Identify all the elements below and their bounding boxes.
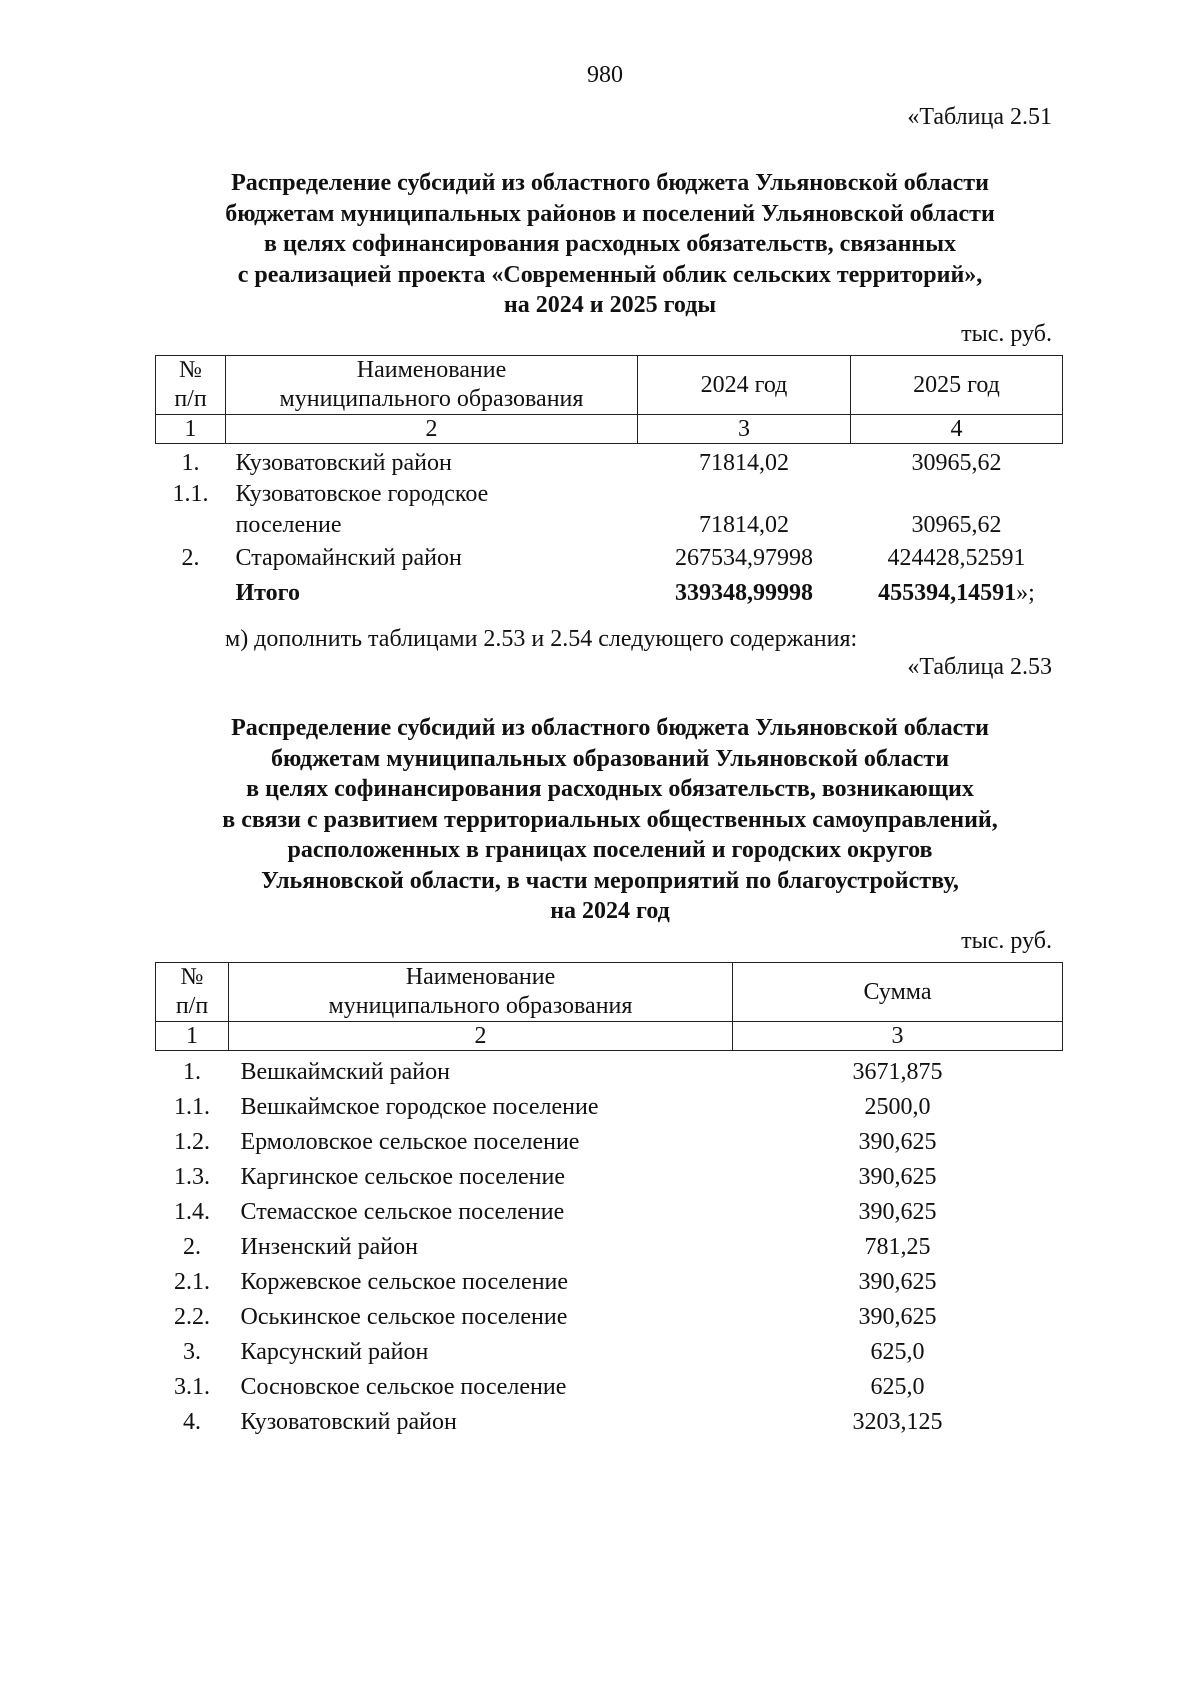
total-row: Итого 339348,99998 455394,14591»; — [235, 580, 1035, 606]
table-row — [156, 1370, 1063, 1405]
row-sum: 390,625 — [858, 1164, 937, 1190]
row-number: 1.1. — [174, 1094, 210, 1120]
table-header — [156, 356, 1063, 415]
header-sum: Сумма — [733, 963, 1063, 1022]
row-name: Карсунский район — [240, 1339, 429, 1365]
title-line: на 2024 год — [550, 898, 670, 924]
row-sum: 781,25 — [864, 1234, 931, 1260]
table-row — [156, 1230, 1063, 1265]
header-name: Наименование муниципального образования — [229, 963, 733, 1022]
row-sum: 2500,0 — [864, 1094, 931, 1120]
table-row: 1.1. Кузоватовское городское поселение 71814,02 30965,62 — [172, 481, 1002, 538]
row-sum: 390,625 — [858, 1304, 937, 1330]
header-num: № п/п — [156, 963, 229, 1022]
table-row — [156, 1265, 1063, 1300]
table-label: «Таблица 2.53 — [907, 654, 1052, 680]
row-name: Стемасское сельское поселение — [240, 1199, 565, 1225]
table-label: «Таблица 2.51 — [907, 104, 1052, 130]
row-name: Вешкаймский район — [240, 1059, 450, 1085]
unit-label: тыс. руб. — [961, 928, 1052, 954]
row-name: Вешкаймское городское поселение — [240, 1094, 599, 1120]
row-number: 2.1. — [174, 1269, 210, 1295]
row-number: 1.4. — [174, 1199, 210, 1225]
subsidy-table-2-51 — [155, 355, 1063, 609]
table-row: 1. Кузоватовский район 71814,02 30965,62 — [181, 450, 1002, 476]
row-number: 3. — [183, 1339, 201, 1365]
row-number: 2. — [183, 1234, 201, 1260]
row-name: Инзенский район — [240, 1234, 418, 1260]
row-name: Кузоватовский район — [240, 1409, 457, 1435]
title-line: Распределение субсидий из областного бюджета Ульяновской области — [231, 715, 989, 741]
header-2024: 2024 год — [638, 356, 851, 415]
table-row — [156, 1090, 1063, 1125]
table-row — [156, 1195, 1063, 1230]
title-line: бюджетам муниципальных образований Ульяновской области — [270, 745, 950, 772]
page-number: 980 — [587, 62, 623, 88]
row-name: Ермоловское сельское поселение — [240, 1129, 580, 1155]
table-row — [156, 1405, 1063, 1440]
header-num: № п/п — [156, 356, 226, 415]
row-sum: 390,625 — [858, 1199, 937, 1225]
column-numbers: 1 2 3 — [156, 1022, 1063, 1051]
table-row — [156, 1125, 1063, 1160]
table-row — [156, 1300, 1063, 1335]
row-number: 2.2. — [174, 1304, 210, 1330]
title-line: в целях софинансирования расходных обязательств, возникающих — [246, 776, 974, 802]
title-line: Ульяновской области, в части мероприятий по благоустройству, — [261, 867, 959, 894]
row-number: 1. — [183, 1059, 201, 1085]
row-sum: 390,625 — [858, 1269, 937, 1295]
title-line: в связи с развитием территориальных общественных самоуправлений, — [222, 806, 998, 833]
row-number: 1.3. — [174, 1164, 210, 1190]
table-row: 2. Старомайнский район 267534,97998 424428,52591 — [181, 545, 1026, 571]
row-sum: 625,0 — [870, 1339, 925, 1365]
header-2025: 2025 год — [851, 356, 1063, 415]
amendment-text: м) дополнить таблицами 2.53 и 2.54 следующего содержания: — [225, 626, 858, 652]
row-number: 4. — [183, 1409, 201, 1435]
row-name: Оськинское сельское поселение — [240, 1304, 568, 1330]
title-line: на 2024 и 2025 годы — [503, 292, 717, 318]
row-number: 1.2. — [174, 1129, 210, 1155]
title-line: бюджетам муниципальных районов и поселений Ульяновской области — [225, 200, 995, 227]
column-numbers: 1 2 3 4 — [156, 415, 1063, 444]
table-title — [150, 168, 1070, 321]
row-name: Каргинское сельское поселение — [240, 1164, 565, 1190]
row-name: Сосновское сельское поселение — [240, 1374, 567, 1400]
unit-label: тыс. руб. — [961, 321, 1052, 347]
title-line: с реализацией проекта «Современный облик сельских территорий», — [237, 261, 983, 288]
table-row — [156, 1335, 1063, 1370]
table-header — [156, 963, 1063, 1022]
table-row — [156, 1051, 1063, 1091]
subsidy-table-2-53 — [155, 962, 1063, 1440]
title-line: Распределение субсидий из областного бюджета Ульяновской области — [231, 170, 989, 196]
row-sum: 625,0 — [870, 1374, 925, 1400]
row-sum: 3671,875 — [852, 1059, 943, 1085]
title-line: расположенных в границах поселений и городских округов — [287, 837, 933, 863]
table-title — [150, 713, 1070, 927]
row-number: 3.1. — [174, 1374, 210, 1400]
row-sum: 3203,125 — [852, 1409, 943, 1435]
row-name: Коржевское сельское поселение — [240, 1269, 569, 1295]
header-name: Наименование муниципального образования — [226, 356, 638, 415]
title-line: в целях софинансирования расходных обязательств, связанных — [264, 231, 956, 257]
table-row — [156, 1160, 1063, 1195]
row-sum: 390,625 — [858, 1129, 937, 1155]
